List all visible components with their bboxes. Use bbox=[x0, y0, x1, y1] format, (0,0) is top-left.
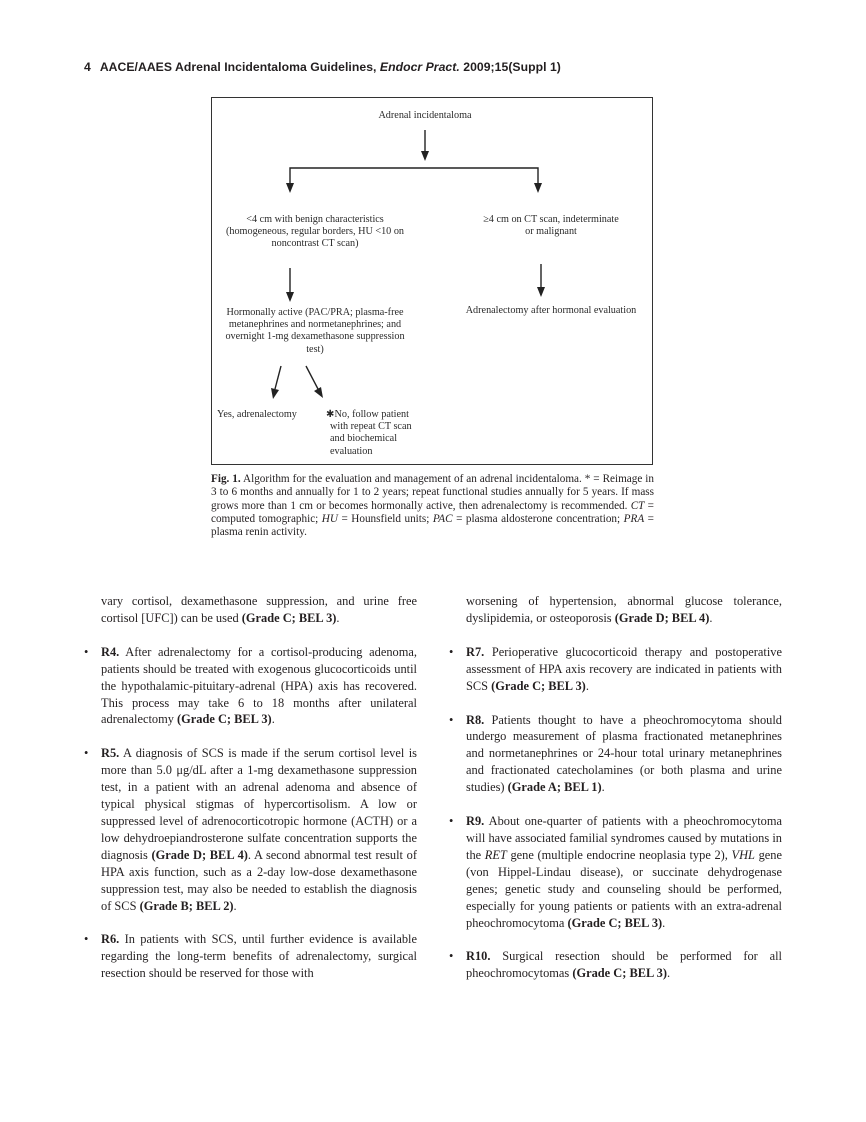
abbr-term: CT bbox=[630, 499, 645, 512]
node-line: ≥4 cm on CT scan, indeterminate bbox=[483, 214, 619, 225]
recommendation-r8 bbox=[449, 712, 782, 797]
para-end: . bbox=[662, 915, 666, 930]
abbr-def: = plasma aldosterone concentration; bbox=[452, 512, 624, 525]
node-line: <4 cm with benign characteristics bbox=[246, 214, 384, 225]
recommendation-r4 bbox=[84, 644, 417, 729]
grade-label: (Grade C; BEL 3) bbox=[177, 712, 272, 727]
bullet-icon: • bbox=[449, 712, 454, 727]
rec-text: A diagnosis of SCS is made if the serum cortisol level is more than 5.0 μg/dL after a 1-mg dexamethasone suppression test, in a patient with an adrenal adenoma and absence of typical physical stigmas of hypercortisolism. A low or suppressed level of adrenocorticotropic hormone (ACTH) or a low dehydroepiandrosterone sulfate concentration supports the diagnosis bbox=[101, 746, 417, 862]
figure-caption bbox=[211, 473, 654, 539]
rec-text: Surgical resection should be performed for all pheochromocytomas bbox=[466, 949, 782, 981]
rec-text: In patients with SCS, until further evidence is available regarding the long-term benefits of adrenalectomy, surgical resection should be reserved for those with bbox=[101, 932, 417, 981]
rec-text: After adrenalectomy for a cortisol-producing adenoma, patients should be treated with exogenous glucocorticoids until the hypothalamic-pituitary-adrenal (HPA) axis has recovered. This process may take 6 to 18 months after unilateral adrenalectomy bbox=[101, 644, 417, 727]
bullet-icon: • bbox=[84, 932, 89, 947]
continuation-paragraph bbox=[101, 593, 417, 627]
node-line: and biochemical bbox=[330, 433, 398, 445]
node-yes-adrenalectomy: Yes, adrenalectomy bbox=[217, 409, 297, 420]
para-text: worsening of hypertension, abnormal glucose tolerance, dyslipidemia, or osteoporosis bbox=[466, 594, 782, 625]
rec-text: gene (von Hippel-Lindau disease), or succinate dehydrogenase genes; genetic study and counseling should be performed, especially for young patients or patients with an extra-adrenal pheochromocytoma bbox=[466, 847, 782, 930]
node-benign-lt4cm bbox=[212, 214, 418, 251]
node-line: evaluation bbox=[330, 445, 373, 457]
para-end: . bbox=[666, 966, 671, 981]
para-end: . bbox=[336, 610, 340, 625]
abbr-def: = computed tomographic; bbox=[211, 499, 654, 525]
recommendation-r7 bbox=[449, 644, 782, 695]
grade-label: (Grade D; BEL 4) bbox=[151, 847, 248, 862]
grade-label: (Grade C; BEL 3) bbox=[491, 678, 586, 693]
rec-text: Patients thought to have a pheochromocytoma should undergo measurement of plasma fractionated metanephrines and normetanephrines or 24-hour total urinary metanephrines and fractionated catecholamines (or both plasma and urine studies) bbox=[466, 712, 782, 795]
rec-label: R5. bbox=[101, 746, 120, 761]
para-end: . bbox=[709, 610, 713, 625]
header-journal: Endocr Pract. bbox=[379, 60, 460, 74]
bullet-icon: • bbox=[449, 949, 454, 964]
node-line: test) bbox=[306, 343, 324, 355]
recommendation-r10 bbox=[449, 948, 782, 982]
abbr-def: = Hounsfield units; bbox=[337, 512, 433, 525]
node-no-follow-patient bbox=[326, 409, 436, 458]
left-column bbox=[84, 593, 417, 999]
bullet-icon: • bbox=[84, 644, 89, 659]
recommendation-r9 bbox=[449, 813, 782, 931]
caption-text: Algorithm for the evaluation and management of an adrenal incidentaloma. * = Reimage in 3 to 6 months and annually for 1 to 2 years; repeat functional studies annually for 5 years. If mass grows more than 1 cm or becomes hormonally active, then adrenalectomy is recommended. bbox=[211, 473, 654, 512]
bullet-icon: • bbox=[84, 746, 89, 761]
rec-text: gene (multiple endocrine neoplasia type 2), bbox=[506, 847, 732, 862]
page-number: 4 bbox=[84, 60, 91, 74]
rec-label: R6. bbox=[101, 932, 120, 947]
abbr-term: PRA bbox=[623, 512, 645, 525]
para-text: vary cortisol, dexamethasone suppression, and urine free cortisol [UFC]) can be used bbox=[101, 594, 417, 625]
node-line: ✱No, follow patient bbox=[326, 409, 409, 420]
node-adrenalectomy-after-evaluation: Adrenalectomy after hormonal evaluation bbox=[465, 305, 637, 316]
recommendation-r6 bbox=[84, 931, 417, 982]
para-end: . bbox=[585, 678, 589, 693]
grade-label: (Grade D; BEL 4) bbox=[614, 610, 710, 625]
recommendation-r5 bbox=[84, 745, 417, 914]
rec-text: . A second abnormal test result of HPA axis function, such as a 2-day low-dose dexamethasone suppression test, may also be needed to establish the diagnosis of SCS bbox=[101, 847, 417, 913]
gene-name: RET bbox=[484, 847, 507, 862]
rec-label: R7. bbox=[466, 644, 485, 659]
node-line: (homogeneous, regular borders, HU <10 on bbox=[225, 226, 405, 238]
abbr-term: HU bbox=[321, 512, 338, 525]
caption-label: Fig. 1. bbox=[211, 473, 241, 485]
rec-text: About one-quarter of patients with a pheochromocytoma will have associated familial syndromes caused by mutations in the bbox=[466, 814, 782, 862]
grade-label: (Grade C; BEL 3) bbox=[572, 966, 667, 981]
grade-label: (Grade C; BEL 3) bbox=[567, 915, 663, 930]
header-citation: 2009;15(Suppl 1) bbox=[463, 60, 561, 74]
node-line: with repeat CT scan bbox=[330, 421, 412, 433]
rec-label: R4. bbox=[101, 644, 120, 659]
node-adrenal-incidentaloma: Adrenal incidentaloma bbox=[378, 110, 472, 121]
abbr-def: = plasma renin activity. bbox=[211, 512, 654, 539]
rec-label: R9. bbox=[466, 814, 485, 829]
right-column bbox=[449, 593, 782, 999]
node-line: metanephrines and normetanephrines; and bbox=[228, 319, 402, 331]
para-end: . bbox=[271, 712, 275, 727]
bullet-icon: • bbox=[449, 814, 454, 829]
continuation-paragraph bbox=[466, 593, 782, 627]
rec-text: Perioperative glucocorticoid therapy and postoperative assessment of HPA axis recovery are indicated in patients with SCS bbox=[466, 644, 782, 693]
abbr-term: PAC bbox=[432, 512, 453, 525]
node-line: overnight 1-mg dexamethasone suppression bbox=[225, 331, 405, 343]
grade-label: (Grade C; BEL 3) bbox=[241, 610, 337, 625]
node-ge4cm-indeterminate bbox=[466, 214, 636, 238]
node-line: Hormonally active (PAC/PRA; plasma-free bbox=[226, 307, 404, 318]
gene-name: VHL bbox=[731, 847, 755, 862]
node-line: noncontrast CT scan) bbox=[271, 238, 359, 250]
rec-label: R10. bbox=[466, 949, 491, 964]
grade-label: (Grade A; BEL 1) bbox=[507, 780, 602, 795]
para-end: . bbox=[233, 898, 237, 913]
grade-label: (Grade B; BEL 2) bbox=[139, 898, 234, 913]
node-hormonally-active bbox=[212, 307, 418, 356]
para-end: . bbox=[601, 780, 605, 795]
header-title: AACE/AAES Adrenal Incidentaloma Guidelines, bbox=[99, 60, 377, 74]
node-line: or malignant bbox=[525, 226, 577, 238]
rec-label: R8. bbox=[466, 712, 485, 727]
bullet-icon: • bbox=[449, 644, 454, 659]
